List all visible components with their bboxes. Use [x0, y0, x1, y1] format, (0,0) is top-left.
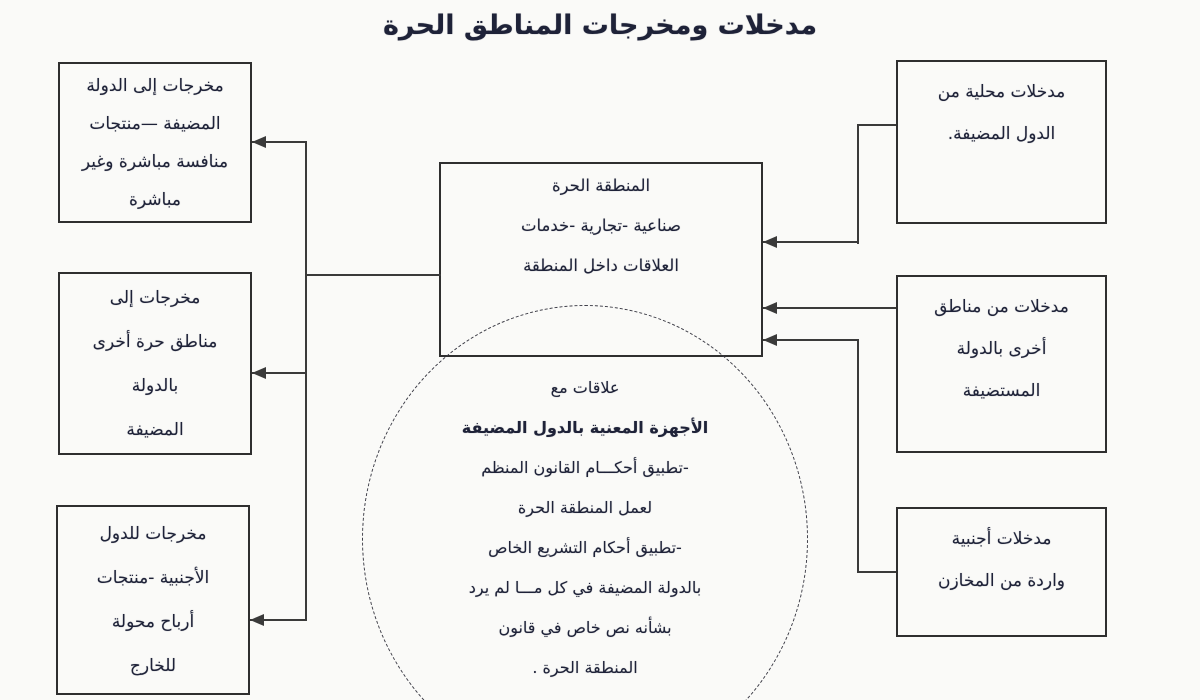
- arrowhead-left-icon: [763, 236, 777, 248]
- connector-line: [857, 124, 859, 244]
- outputs-to-host-country-box: [58, 62, 252, 223]
- relations-circle: [362, 305, 808, 700]
- connector-line: [857, 339, 859, 573]
- arrowhead-left-icon: [763, 302, 777, 314]
- arrowhead-left-icon: [252, 367, 266, 379]
- circle-text-line: علاقات مع: [550, 378, 620, 397]
- outputs-to-foreign-countries-box: [56, 505, 250, 695]
- arrowhead-left-icon: [250, 614, 264, 626]
- box-text-line: المستضيفة: [962, 381, 1041, 401]
- box-text-line: صناعية -تجارية -خدمات: [520, 216, 682, 235]
- circle-text-line: لعمل المنطقة الحرة: [517, 498, 653, 517]
- box-text-line: منافسة مباشرة وغير: [81, 151, 229, 172]
- box-text-line: مناطق حرة أخرى: [92, 331, 218, 352]
- outputs-to-other-free-zones-box: [58, 272, 252, 455]
- box-text-line: مدخلات محلية من: [937, 82, 1066, 102]
- box-text-line: المضيفة —منتجات: [89, 113, 221, 134]
- box-text-line: مخرجات إلى: [109, 287, 201, 308]
- box-text-line: العلاقات داخل المنطقة: [523, 256, 679, 275]
- diagram-title: مدخلات ومخرجات المناطق الحرة: [382, 10, 818, 41]
- foreign-inputs-box: [896, 507, 1107, 637]
- circle-text-line: المنطقة الحرة .: [532, 658, 638, 677]
- box-text-line: أرباح محولة: [111, 612, 195, 632]
- circle-text-line: -تطبيق أحكـــام القانون المنظم: [481, 458, 689, 477]
- circle-text-line: بشأنه نص خاص في قانون: [498, 618, 672, 637]
- connector-line: [857, 124, 896, 126]
- arrowhead-left-icon: [763, 334, 777, 346]
- box-text-line: أخرى بالدولة: [956, 339, 1047, 359]
- inputs-from-other-zones-box: [896, 275, 1107, 453]
- circle-text-line: الأجهزة المعنية بالدول المضيفة: [461, 418, 709, 437]
- circle-text-line: -تطبيق أحكام التشريع الخاص: [488, 538, 682, 557]
- connector-line: [763, 307, 896, 309]
- circle-text-line: بالدولة المضيفة في كل مـــا لم يرد: [468, 578, 702, 597]
- box-text-line: مخرجات إلى الدولة: [86, 75, 224, 96]
- local-inputs-box: [896, 60, 1107, 224]
- box-text-line: مخرجات للدول: [99, 524, 207, 544]
- box-text-line: واردة من المخازن: [937, 571, 1066, 591]
- box-text-line: مدخلات أجنبية: [951, 529, 1052, 549]
- box-text-line: المنطقة الحرة: [551, 176, 651, 195]
- connector-line: [763, 241, 859, 243]
- connector-line: [305, 141, 307, 621]
- box-text-line: المضيفة: [126, 419, 184, 440]
- box-text-line: مباشرة: [129, 189, 181, 210]
- box-text-line: الأجنبية -منتجات: [96, 568, 210, 588]
- box-text-line: للخارج: [129, 656, 177, 676]
- connector-line: [305, 274, 441, 276]
- box-text-line: مدخلات من مناطق: [934, 297, 1069, 317]
- connector-line: [763, 339, 859, 341]
- box-text-line: الدول المضيفة.: [947, 124, 1056, 144]
- connector-line: [857, 571, 896, 573]
- arrowhead-left-icon: [252, 136, 266, 148]
- box-text-line: بالدولة: [131, 375, 179, 396]
